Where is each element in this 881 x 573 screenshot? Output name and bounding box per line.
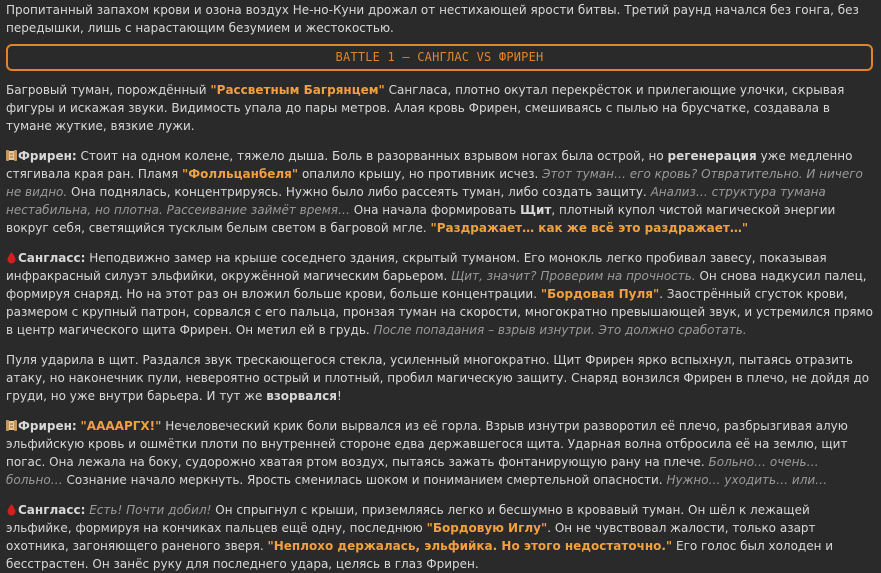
text-span: Стоит на одном колене, тяжело дыша. Боль в разорванных взрывом ногах была острой, но xyxy=(76,149,668,163)
text-span: . Он не чувствовал жалости, только азарт охотника, загоняющего раненого зверя. xyxy=(6,521,816,553)
speaker-name: Фрирен: xyxy=(18,149,77,163)
text-span: Она начала формировать xyxy=(349,203,521,217)
narration-paragraph-2 xyxy=(6,351,875,405)
text-span: Неподвижно замер на крыше соседнего здания, скрытый туманом. Его монокль легко пробивал завесу, показывая инфракрасный силуэт эльфийки, окружённой магическим барьером. xyxy=(6,251,827,283)
blood-drop-icon xyxy=(6,251,17,264)
narration-paragraph-1 xyxy=(6,81,875,135)
highlight-quote: "Бордовая Пуля" xyxy=(540,287,660,301)
highlight-quote: "Раздражает… как же всё это раздражает…" xyxy=(430,221,749,235)
text-span: Он спрыгнул с крыши, приземляясь легко и бесшумно в кровавый туман. Он шёл к лежащей эльфийке, формируя на кончиках пальцев ещё одну, последнюю xyxy=(6,503,810,535)
highlight-quote: "ААААРГХ!" xyxy=(80,419,162,433)
thought-text: После попадания – взрыв изнутри. Это должно сработать. xyxy=(373,323,747,337)
battle-banner: BATTLE 1 – САНГЛАС VS ФРИРЕН xyxy=(6,44,873,71)
text-span: Она поднялась, концентрируясь. Нужно было либо рассеять туман, либо создать защиту. xyxy=(67,185,651,199)
highlight-quote: "Бордовую Иглу" xyxy=(426,521,548,535)
text-span: Сангласа, плотно окутал перекрёсток и прилегающие улочки, скрывая фигуры и искажая звуки. Видимость упала до пары метров. Алая кровь Фрирен, смешиваясь с пылью на брусчатке, создавала в тумане жуткие, вязкие лужи. xyxy=(6,83,845,133)
bold-term: регенерация xyxy=(667,149,757,163)
highlight-quote: "Рассветным Багрянцем" xyxy=(210,83,385,97)
bold-term: Щит xyxy=(520,203,552,217)
blood-drop-icon xyxy=(6,503,17,516)
bold-term: взорвался xyxy=(266,389,337,403)
speaker-name: Сангласс: xyxy=(18,251,86,265)
text-span: Его голос был холоден и бесстрастен. Он занёс руку для последнего удара, целясь в глаз Фрирен. xyxy=(6,539,834,571)
thought-text: Больно… очень… больно… xyxy=(6,455,819,487)
highlight-quote: "Фолльцанбеля" xyxy=(182,167,299,181)
story-container xyxy=(0,1,881,573)
thought-text: Анализ… структура тумана нестабильна, но плотна. Рассеивание займёт время… xyxy=(6,185,826,217)
text-span: Пуля ударила в щит. Раздался звук трескающегося стекла, усиленный многократно. Щит Фрирен ярко вспыхнул, пытаясь отразить атаку, но наконечник пули, невероятно острый и плотный, пробил магическую защиту. Снаряд вонзился Фрирен в плечо, не дойдя до груди, но уже внутри барьера. И тут же xyxy=(6,353,870,403)
scroll-icon xyxy=(6,149,17,162)
thought-text: Нужно… уходить… или… xyxy=(666,473,828,487)
text-span: Сознание начало меркнуть. Ярость сменилась шоком и пониманием смертельной опасности. xyxy=(62,473,667,487)
text-span: Нечеловеческий крик боли вырвался из её горла. Взрыв изнутри разворотил её плечо, разбрызгивая алую эльфийскую кровь и ошмётки плоти по внутренней стороне едва державшегося щита. Ударная волна отбросила её на землю, щит погас. Она лежала на боку, судорожно хватая ртом воздух, пытаясь зажать фонтанирующую рану на плече. xyxy=(6,419,848,469)
sanglas-turn-1 xyxy=(6,249,875,339)
text-span: Он снова надкусил палец, формируя снаряд. Но на этот раз он вложил больше крови, больше концентрации. xyxy=(6,269,867,301)
intro-paragraph: Пропитанный запахом крови и озона воздух Не-но-Куни дрожал от нестихающей ярости битвы. Третий раунд начался без гонга, без передышки, лишь с нарастающим безумием и жестокостью. xyxy=(6,3,859,35)
sanglas-turn-2 xyxy=(6,501,875,573)
text-span: ! xyxy=(336,389,342,403)
frieren-turn-2 xyxy=(6,417,875,489)
text-span: . Заострённый сгусток крови, размером с крупный патрон, сорвался с его пальца, пронзая туман на скорости, многократно превышающей звук, и устремился прямо в центр магического щита Фрирен. Он метил ей в грудь. xyxy=(6,287,873,337)
frieren-turn-1 xyxy=(6,147,875,237)
thought-text: Есть! Почти добил! xyxy=(89,503,212,517)
highlight-quote: "Неплохо держалась, эльфийка. Но этого недостаточно." xyxy=(267,539,673,553)
scroll-icon xyxy=(6,419,17,432)
text-span: , плотный купол чистой магической энергии вокруг себя, светящийся тусклым белым светом в багровой мгле. xyxy=(6,203,836,235)
text-span: опалило крышу, но противник исчез. xyxy=(298,167,543,181)
text-span: Багровый туман, порождённый xyxy=(6,83,211,97)
thought-text: Щит, значит? Проверим на прочность. xyxy=(451,269,696,283)
speaker-name: Фрирен: xyxy=(18,419,77,433)
thought-text: Этот туман… его кровь? Отвратительно. И ничего не видно. xyxy=(6,167,863,199)
text-span: уже медленно стягивала края ран. Пламя xyxy=(6,149,853,181)
speaker-name: Сангласс: xyxy=(18,503,86,517)
